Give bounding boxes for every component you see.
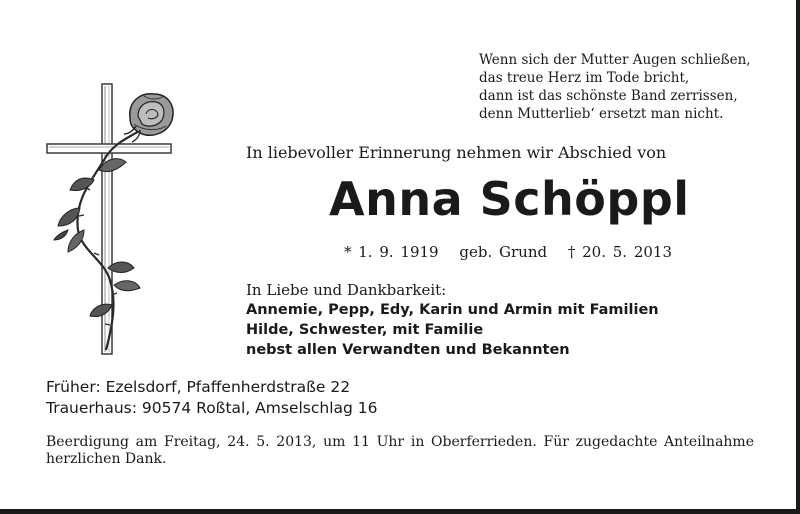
address-block (46, 377, 378, 419)
funeral-info: Beerdigung am Freitag, 24. 5. 2013, um 11 Uhr in Oberferrieden. Für zugedachte Anteilnahme herzlichen Dank. (46, 434, 754, 467)
deceased-name: Anna Schöppl (329, 172, 690, 226)
life-dates (344, 243, 686, 261)
former-address: Früher: Ezelsdorf, Pfaffenherdstraße 22 (46, 378, 351, 396)
death-date: † 20. 5. 2013 (567, 243, 673, 261)
mourner-line: Annemie, Pepp, Edy, Karin und Armin mit Familien (246, 302, 659, 318)
cross-with-rose-icon (44, 80, 184, 360)
poem-line: das treue Herz im Tode bricht, (479, 70, 690, 86)
house-of-mourning: Trauerhaus: 90574 Roßtal, Amselschlag 16 (46, 399, 378, 417)
poem-line: denn Mutterlieb‘ ersetzt man nicht. (479, 106, 724, 122)
memorial-poem (479, 51, 751, 123)
mourner-line: nebst allen Verwandten und Bekannten (246, 342, 570, 358)
mourners-label: In Liebe und Dankbarkeit: (246, 281, 447, 299)
poem-line: dann ist das schönste Band zerrissen, (479, 88, 738, 104)
maiden-name: geb. Grund (459, 243, 548, 261)
mourners-block (246, 280, 659, 360)
poem-line: Wenn sich der Mutter Augen schließen, (479, 52, 751, 68)
intro-text: In liebevoller Erinnerung nehmen wir Abschied von (246, 143, 667, 162)
mourner-line: Hilde, Schwester, mit Familie (246, 322, 484, 338)
birth-date: * 1. 9. 1919 (344, 243, 439, 261)
